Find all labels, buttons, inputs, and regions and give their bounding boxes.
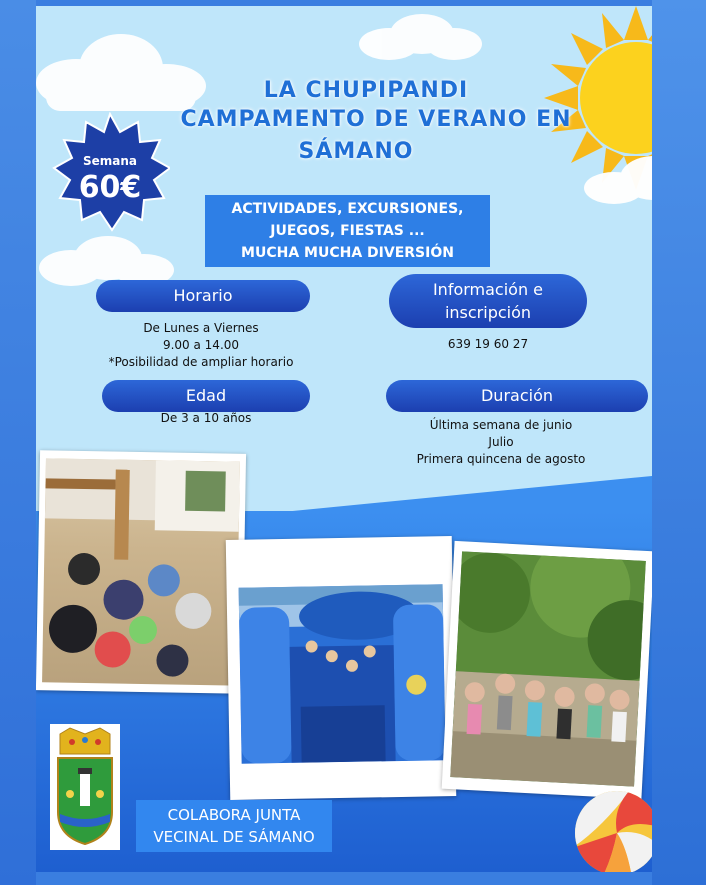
edad-value: De 3 a 10 años bbox=[160, 411, 252, 425]
title-line-3: SÁMANO bbox=[298, 139, 414, 164]
edad-heading: Edad bbox=[102, 380, 310, 412]
colabora-banner bbox=[136, 800, 332, 852]
price-badge-value: 60€ bbox=[78, 170, 142, 205]
photo-scooters bbox=[442, 541, 652, 799]
left-border bbox=[0, 0, 36, 885]
duracion-heading: Duración bbox=[386, 380, 648, 412]
sun-icon bbox=[524, 6, 652, 206]
colabora-line-2: VECINAL DE SÁMANO bbox=[153, 828, 315, 846]
title-line-2: CAMPAMENTO DE VERANO EN bbox=[180, 107, 572, 132]
horario-line-3: *Posibilidad de ampliar horario bbox=[108, 355, 294, 369]
colabora-line-1: COLABORA JUNTA bbox=[167, 806, 301, 824]
title-line-1: LA CHUPIPANDI bbox=[263, 78, 469, 103]
activities-banner bbox=[205, 195, 490, 267]
duracion-line-3: Primera quincena de agosto bbox=[416, 452, 586, 466]
photo-bouncy-castle bbox=[226, 536, 457, 800]
horario-heading: Horario bbox=[96, 280, 310, 312]
horario-details bbox=[76, 320, 326, 371]
duracion-details bbox=[396, 417, 606, 468]
photo-kids-playing bbox=[36, 450, 246, 694]
scooters-illustration bbox=[450, 551, 646, 786]
informacion-phone: 639 19 60 27 bbox=[447, 337, 529, 351]
duracion-line-1: Última semana de junio bbox=[429, 418, 573, 432]
price-badge-label: Semana bbox=[82, 154, 138, 168]
banner-line-3: MUCHA MUCHA DIVERSIÓN bbox=[241, 245, 454, 261]
horario-line-1: De Lunes a Viernes bbox=[143, 321, 259, 335]
kids-playing-illustration bbox=[42, 458, 240, 685]
informacion-heading bbox=[389, 274, 587, 328]
beach-ball-icon bbox=[572, 788, 652, 872]
informacion-heading-line-2: inscripción bbox=[444, 303, 532, 322]
cloud-icon bbox=[36, 28, 206, 118]
municipal-crest bbox=[50, 724, 120, 850]
horario-line-2: 9.00 a 14.00 bbox=[162, 338, 240, 352]
cloud-icon bbox=[354, 12, 484, 64]
crest-icon bbox=[50, 724, 120, 850]
duracion-line-2: Julio bbox=[488, 435, 514, 449]
banner-line-2: JUEGOS, FIESTAS ... bbox=[270, 223, 425, 239]
bouncy-castle-illustration bbox=[239, 584, 446, 764]
poster bbox=[36, 6, 652, 872]
right-border bbox=[652, 0, 706, 885]
informacion-heading-line-1: Información e bbox=[432, 280, 544, 299]
banner-line-1: ACTIVIDADES, EXCURSIONES, bbox=[231, 201, 464, 217]
